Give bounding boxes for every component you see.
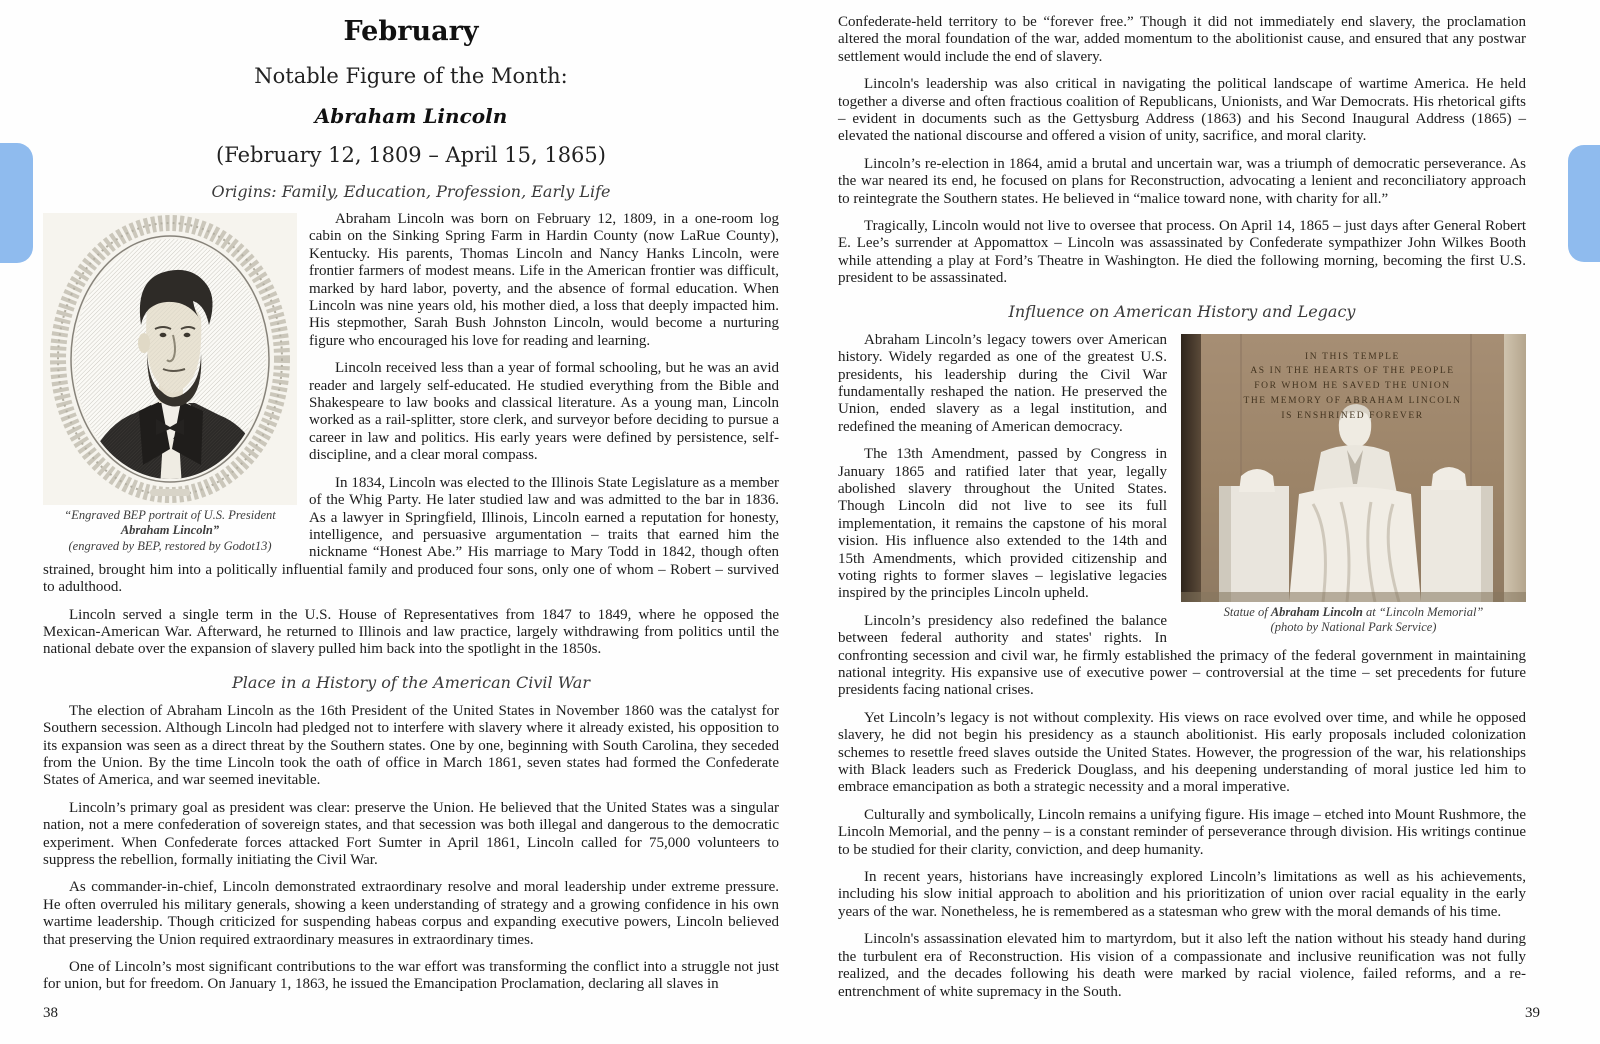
memorial-inscription [1201, 350, 1504, 424]
paragraph: In 1834, Lincoln was elected to the Illinois State Legislature as a member of the Whig Party. He later studied law and was admitted to the bar in 1836. As a lawyer in Springfield, Illinois, Lincoln earned a reputation for honesty, intelligence, and persuasive argumentation – traits that earned him the nickname “Honest Abe.” His marriage to Mary Todd in 1842, though often strained, brought him into a politically influential family and produced four sons, only one of whom – Robert – survived to adulthood. [43, 474, 779, 596]
paragraph: Lincoln received less than a year of formal schooling, but he was an avid reader and largely self-educated. He studied everything from the Bible and Shakespeare to law books and classical literature. As a young man, Lincoln worked as a rail-splitter, store clerk, and surveyor before deciding to pursue a career in law and politics. His early years were defined by persistence, self-discipline, and a clear moral compass. [309, 360, 779, 464]
lincoln-portrait-drawing [43, 213, 297, 505]
origins-heading: Origins: Family, Education, Profession, Early Life [211, 182, 611, 201]
paragraph: Lincoln’s primary goal as president was clear: preserve the Union. He believed that the United States was a singular nation, not a mere confederation of sovereign states, and that secession was both illegal and dangerous to the democratic experiment. When Confederate forces attacked Fort Sumter in April 1861, Lincoln called for 75,000 volunteers to suppress the rebellion, formally initiating the Civil War. [43, 799, 779, 868]
inscription-line: IN THIS TEMPLE [1305, 351, 1400, 362]
paragraph: Culturally and symbolically, Lincoln remains a unifying figure. His image – etched into Mount Rushmore, the Lincoln Memorial, and the penny – is a constant reminder of perseverance through division. His writings continue to be studied for their clarity, conviction, and deep humanity. [838, 806, 1526, 858]
month-title: February [343, 16, 479, 47]
memorial-caption-name: Abraham Lincoln [1270, 604, 1363, 619]
page-right [838, 0, 1526, 1011]
portrait-caption-line1: “Engraved BEP portrait of U.S. President [64, 508, 276, 522]
paragraph: Abraham Lincoln’s legacy towers over American history. Widely regarded as one of the greatest U.S. presidents, his leadership during the Civil War fundamentally reshaped the nation. He preserved the Union, ended slavery as a legal institution, and redefined the meaning of American democracy. [838, 331, 1167, 435]
lincoln-portrait-image [43, 213, 297, 505]
memorial-caption-credit: (photo by National Park Service) [1270, 619, 1437, 634]
lincoln-memorial-photo [1181, 334, 1526, 602]
legacy-heading: Influence on American History and Legacy [1008, 301, 1356, 321]
paragraph: Lincoln’s presidency also redefined the balance between federal authority and states' rights. In confronting secession and civil war, he firmly established the primacy of the federal government in maintaining national integrity. His expansive use of executive power – controversial at the time – set precedents for future presidents facing national crises. [838, 612, 1526, 699]
bookmark-tab-left[interactable] [0, 143, 33, 263]
paragraph: As commander-in-chief, Lincoln demonstrated extraordinary resolve and moral leadership under extreme pressure. He often overruled his military generals, showing a keen understanding of strategy and a growing confidence in his own wartime leadership. Though criticized for suspending habeas corpus and expanding executive powers, Lincoln believed that preserving the Union required extraordinary measures in extraordinary times. [43, 879, 779, 948]
paragraph: Confederate-held territory to be “forever free.” Though it did not immediately end slavery, the proclamation altered the moral foundation of the war, added momentum to the abolitionist cause, and ensured that any postwar settlement would include the end of slavery. [838, 14, 1526, 65]
inscription-line: IS ENSHRINED FOREVER [1281, 410, 1424, 421]
memorial-figure [1181, 334, 1526, 636]
page-number-left: 38 [43, 1005, 58, 1021]
inscription-line: AS IN THE HEARTS OF THE PEOPLE [1250, 366, 1455, 377]
paragraph: Lincoln's assassination elevated him to martyrdom, but it also left the nation without his steady hand during the turbulent era of Reconstruction. His vision of a compassionate and inclusive reunification was not fully realized, and the decades following his death were marked by racial violence, failed reforms, and a re-entrenchment of white supremacy in the South. [838, 931, 1526, 1000]
paragraph: Lincoln's leadership was also critical in navigating the political landscape of wartime America. He held together a diverse and often fractious coalition of Republicans, Unionists, and War Democrats. His rhetorical gifts – evident in documents such as the Gettysburg Address (1863) and his Second Inaugural Address (1865) – elevated the national discourse and offered a vision of unity, sacrifice, and moral clarity. [838, 76, 1526, 145]
page-number-right: 39 [1525, 1005, 1540, 1021]
paragraph: The 13th Amendment, passed by Congress in January 1865 and ratified later that year, legally abolished slavery throughout the United States. Though Lincoln did not live to see its full implementation, it remains the capstone of his moral vision. His influence also extended to the 14th and 15th Amendments, which provided citizenship and voting rights to former slaves – legislative legacies inspired by the principles Lincoln upheld. [838, 446, 1167, 602]
life-dates: (February 12, 1809 – April 15, 1865) [216, 143, 606, 167]
inscription-line: THE MEMORY OF ABRAHAM LINCOLN [1243, 395, 1462, 406]
paragraph: In recent years, historians have increasingly explored Lincoln’s limitations as well as his achievements, including his slow initial approach to abolition and his prioritization of union over racial equality in the early years of the war. Nonetheless, he is remembered as a statesman who grew with the moral demands of his time. [838, 869, 1526, 920]
civil-war-heading: Place in a History of the American Civil War [232, 672, 590, 692]
paragraph: One of Lincoln’s most significant contributions to the war effort was transforming the conflict into a struggle not just for union, but for freedom. On January 1, 1863, he issued the Emancipation Proclamation, declaring all slaves in [43, 959, 779, 993]
bookmark-tab-right[interactable] [1568, 145, 1600, 262]
portrait-caption-line3: (engraved by BEP, restored by Godot13) [68, 538, 272, 553]
portrait-caption-line2: Abraham Lincoln” [120, 523, 220, 538]
memorial-caption [1181, 605, 1526, 636]
subtitle: Notable Figure of the Month: [254, 64, 568, 88]
portrait-figure [43, 213, 297, 554]
memorial-caption-pre: Statue of [1223, 604, 1271, 619]
paragraph: The election of Abraham Lincoln as the 16th President of the United States in November 1860 was the catalyst for Southern secession. Although Lincoln had pledged not to interfere with slavery where it already existed, his opposition to its expansion was seen as a direct threat by the Southern states. One by one, beginning with South Carolina, they seceded from the Union. By the time Lincoln took the oath of office in March 1861, seven states had formed the Confederate States of America, and war seemed inevitable. [43, 702, 779, 789]
paragraph: Tragically, Lincoln would not live to oversee that process. On April 14, 1865 – just days after General Robert E. Lee’s surrender at Appomattox – Lincoln was assassinated by Confederate sympathizer John Wilkes Booth while attending a play at Ford’s Theatre in Washington. He died the following morning, becoming the first U.S. president to be assassinated. [838, 218, 1526, 287]
paragraph: Abraham Lincoln was born on February 12, 1809, in a one-room log cabin on the Sinking Spring Farm in Hardin County (now LaRue County), Kentucky. His parents, Thomas Lincoln and Nancy Hanks Lincoln, were frontier farmers of modest means. Life in the American frontier was difficult, marked by hard labor, poverty, and the absence of formal education. When Lincoln was nine years old, his mother died, a loss that deeply impacted him. His stepmother, Sarah Bush Johnston Lincoln, would become a nurturing figure who encouraged his love for reading and learning. [309, 211, 779, 349]
paragraph: Lincoln served a single term in the U.S. House of Representatives from 1847 to 1849, where he opposed the Mexican-American War. Afterward, he returned to Illinois and law practice, largely withdrawing from politics until the national debate over the expansion of slavery pulled him back into the spotlight in the 1850s. [43, 606, 779, 658]
figure-name: Abraham Lincoln [314, 104, 508, 128]
portrait-caption [43, 508, 297, 554]
page-left [43, 0, 779, 1004]
paragraph: Lincoln’s re-election in 1864, amid a brutal and uncertain war, was a triumph of democratic perseverance. As the war neared its end, he focused on plans for Reconstruction, advocating a lenient and reconciliatory approach to reintegrate the Southern states. He believed in “malice toward none, with charity for all.” [838, 155, 1526, 207]
memorial-caption-post: at “Lincoln Memorial” [1362, 604, 1484, 619]
inscription-line: FOR WHOM HE SAVED THE UNION [1254, 381, 1451, 392]
paragraph: Yet Lincoln’s legacy is not without complexity. His views on race evolved over time, and while he opposed slavery, he did not begin his presidency as a staunch abolitionist. His early proposals included colonization schemes to resettle freed slaves outside the United States. However, the progression of the war, his relationships with Black leaders such as Frederick Douglass, and his deepening understanding of moral justice led him to embrace emancipation as both a strategic necessity and a moral imperative. [838, 709, 1526, 796]
